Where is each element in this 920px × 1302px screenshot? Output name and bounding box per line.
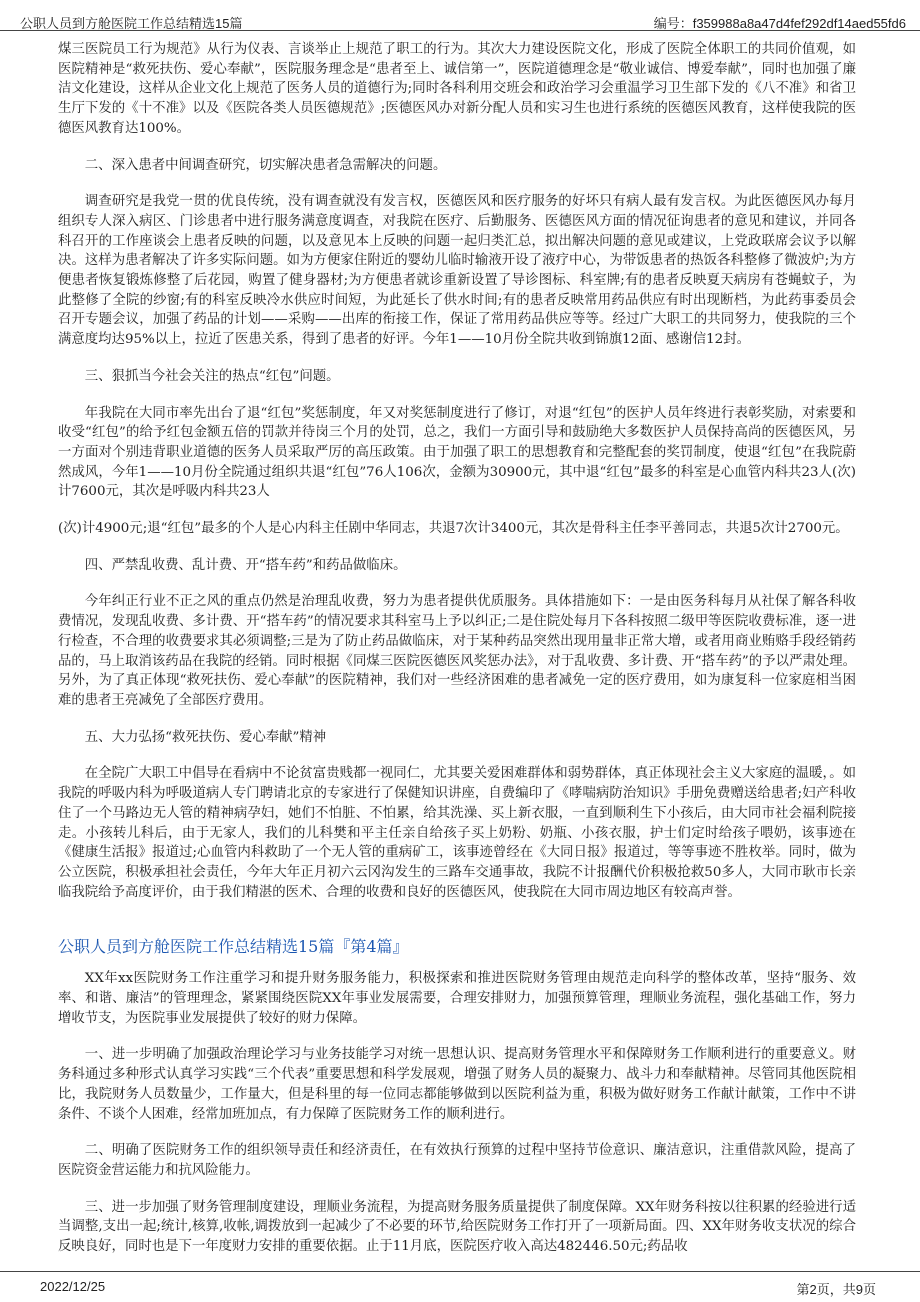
paragraph: 一、进一步明确了加强政治理论学习与业务技能学习对统一思想认识、提高财务管理水平和保障财务工作顺利进行的重要意义。财务科通过多种形式认真学习实践“三个代表”重要思想和科学发展观，增强了财务人员的凝聚力、战斗力和奉献精神。尽管同其他医院相比，我院财务人员数量少，工作量大，但是科里的每一位同志都能够做到以医院利益为重，积极为做好财务工作献计献策，工作中不讲条件、不谈个人困难，经常加班加点，有力保障了医院财务工作的顺利进行。 xyxy=(58,1047,856,1122)
paragraph: (次)计4900元;退“红包”最多的个人是心内科主任剧中华同志，共退7次计3400元，其次是骨科主任李平善同志，共退5次计2700元。 xyxy=(58,521,849,537)
document-body xyxy=(58,40,856,1274)
section-subheading: 五、大力弘扬“救死扶伤、爱心奉献”精神 xyxy=(84,729,327,745)
paragraph: 三、进一步加强了财务管理制度建设，理顺业务流程，为提高财务服务质量提供了制度保障。XX年财务科按以往积累的经验进行适当调整,支出一起;统计,核算,收帐,调拨放到一起减少了不必要的环节,给医院财务工作打开了一项新局面。四、XX年财务收支状况的综合反映良好，同时也是下一年度财力安排的重要依据。止于11月底，医院医疗收入高达482446.50元;药品收 xyxy=(58,1199,856,1255)
section-heading: 公职人员到方舱医院工作总结精选15篇『第4篇』 xyxy=(58,937,409,957)
page-number: 第2页，共9页 xyxy=(796,1282,876,1297)
paragraph: 在全院广大职工中倡导在看病中不论贫富贵贱都一视同仁，尤其要关爱困难群体和弱势群体，真正体现社会主义大家庭的温暖，。如我院的呼吸内科为呼吸道病人专门聘请北京的专家进行了保健知识讲座，自费编印了《哮喘病防治知识》手册免费赠送给患者;妇产科收住了一个马路边无人管的精神病孕妇，她们不怕脏、不怕累，给其洗澡、买上新衣服，一直到顺利生下小孩后，由大同市社会福利院接走。小孩转儿科后，由于无家人，我们的儿科樊和平主任亲自给孩子买上奶粉、奶瓶、小孩衣服，护士们定时给孩子喂奶，该事迹在《健康生活报》报道过;心血管内科救助了一个无人管的重病矿工，该事迹曾经在《大同日报》报道过，等等事迹不胜枚举。同时，做为公立医院，积极承担社会责任，今年大年正月初六云冈沟发生的三路车交通事故，我院不计报酬代价积极抢救50多人，大同市耿市长亲临我院给予高度评价，由于我们精湛的医术、合理的收费和良好的医德医风，使我院在大同市周边地区有较高声誉。 xyxy=(58,766,856,900)
document-code: 编号：f359988a8a47d4fef292df14aed55fd6 xyxy=(653,16,906,31)
paragraph: 二、明确了医院财务工作的组织领导责任和经济责任，在有效执行预算的过程中坚持节俭意识、廉洁意识，注重借款风险，提高了医院资金营运能力和抗风险能力。 xyxy=(58,1143,856,1178)
page-header xyxy=(0,0,920,31)
section-subheading: 二、深入患者中间调查研究，切实解决患者急需解决的问题。 xyxy=(84,157,447,173)
section-subheading: 四、严禁乱收费、乱计费、开“搭车药”和药品做临床。 xyxy=(84,557,407,573)
footer-date: 2022/12/25 xyxy=(40,1279,106,1294)
paragraph: 年我院在大同市率先出台了退“红包”奖惩制度，年又对奖惩制度进行了修订，对退“红包”的医护人员年终进行表彰奖励，对索要和收受“红包”的给予红包金额五倍的罚款并待岗三个月的处罚，总之，我们一方面引导和鼓励绝大多数医护人员保持高尚的医德医风，另一方面对个别违背职业道德的医务人员采取严厉的高压政策。由于加强了职工的思想教育和完整配套的奖罚制度，使退“红包”在我院蔚然成风，今年1——10月份全院通过组织共退“红包”76人106次，金额为30900元，其中退“红包”最多的科室是心血管内科共23人(次)计7600元，其次是呼吸内科共23人 xyxy=(58,405,856,500)
paragraph: 煤三医院员工行为规范》从行为仪表、言谈举止上规范了职工的行为。其次大力建设医院文化，形成了医院全体职工的共同价值观，如医院精神是“救死扶伤、爱心奉献”，医院服务理念是“患者至上、诚信第一”，医院道德理念是“敬业诚信、博爱奉献”，同时也加强了廉洁文化建设，这样从企业文化上规范了医务人员的道德行为;同时各科利用交班会和政治学习会重温学习卫生部下发的《八不准》和省卫生厅下发的《十不准》以及《医院各类人员医德规范》;医德医风办对新分配人员和实习生也进行系统的医德医风教育，这样使我院的医德医风教育达100%。 xyxy=(58,42,856,136)
paragraph: 今年纠正行业不正之风的重点仍然是治理乱收费，努力为患者提供优质服务。具体措施如下：一是由医务科每月从社保了解各科收费情况，发现乱收费、多计费、开“搭车药”的情况要求其科室马上予以纠正;二是住院处每月下各科按照二级甲等医院收费标准，逐一进行检查，不合理的收费要求其必须调整;三是为了防止药品做临床，对于某种药品突然出现用量非正常大增，或者用商业贿赂手段经销药品的，马上取消该药品在我院的经销。同时根据《同煤三医院医德医风奖惩办法》，对于乱收费、多计费、开“搭车药”的予以严肃处理。另外，为了真正体现“救死扶伤、爱心奉献”的医院精神，我们对一些经济困难的患者减免一定的医疗费用，如为康复科一位家庭相当困难的患者王亮减免了全部医疗费用。 xyxy=(58,594,856,708)
paragraph: 调查研究是我党一贯的优良传统，没有调查就没有发言权，医德医风和医疗服务的好坏只有病人最有发言权。为此医德医风办每月组织专人深入病区、门诊患者中进行服务满意度调查，对我院在医疗、后勤服务、医德医风方面的情况征询患者的意见和建议，并同各科召开的工作座谈会上患者反映的问题，以及意见本上反映的问题一起归类汇总，拟出解决问题的意见或建议，上党政联席会议予以解决。这样为患者解决了许多实际问题。如为方便家住附近的婴幼儿临时输液开设了液疗中心，为带饭患者的热饭各科整修了微波炉;为方便患者恢复锻炼修整了后花园，购置了健身器材;为方便患者就诊重新设置了导诊图标、科室牌;有的患者反映夏天病房有苍蝇蚊子，为此整修了全院的纱窗;有的科室反映冷水供应时间短，为此延长了供水时间;有的患者反映常用药品供应有时出现断档，为此药事委员会召开专题会议，加强了药品的计划——采购——出库的衔接工作，保证了常用药品供应等等。经过广大职工的共同努力，使我院的三个满意度均达95%以上，拉近了医患关系，得到了患者的好评。今年1——10月份全院共收到锦旗12面、感谢信12封。 xyxy=(58,194,856,348)
section-subheading: 三、狠抓当今社会关注的热点“红包”问题。 xyxy=(84,368,340,384)
document-title: 公职人员到方舱医院工作总结精选15篇 xyxy=(20,16,243,31)
paragraph: XX年xx医院财务工作注重学习和提升财务服务能力，积极探索和推进医院财务管理由规范走向科学的整体改革，坚持“服务、效率、和谐、廉洁”的管理理念，紧紧围绕医院XX年事业发展需要，合理安排财力，加强预算管理，理顺业务流程，强化基础工作，努力增收节支，为医院事业发展提供了较好的财力保障。 xyxy=(58,971,856,1026)
page-footer xyxy=(0,1271,920,1302)
